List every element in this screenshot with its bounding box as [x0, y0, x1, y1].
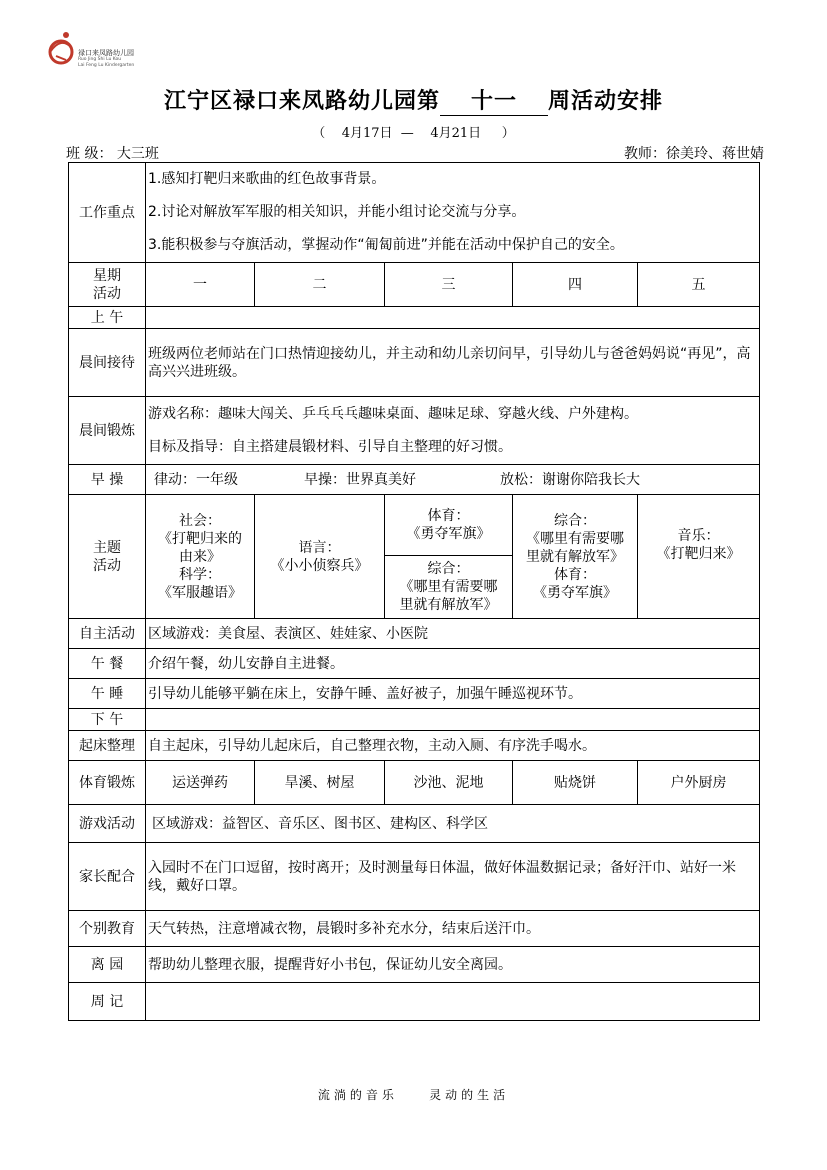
- drill-main: 早操：世界真美好: [304, 471, 416, 488]
- focus-content: [146, 163, 760, 263]
- theme-mon: [146, 495, 255, 619]
- drill-rhythm: 律动：一年级: [154, 471, 238, 488]
- class-label: 班 级： 大三班: [66, 146, 159, 162]
- theme-label-bottom: 活动: [93, 557, 121, 574]
- title-prefix: 江宁区禄口来凤路幼儿园第: [163, 88, 440, 114]
- parent-label: 家长配合: [69, 843, 146, 911]
- individual-content: 天气转热，注意增减衣物，晨锻时多补充水分，结束后送汗巾。: [146, 911, 760, 947]
- kindergarten-logo-icon: [44, 26, 78, 70]
- title-suffix: 周活动安排: [548, 88, 664, 114]
- logo-name: 禄口来凤路幼儿园: [78, 49, 134, 57]
- theme-text: 语言：: [298, 539, 341, 556]
- theme-text: 《打靶归来的: [158, 530, 242, 547]
- row-focus: [69, 163, 760, 263]
- note-content: [146, 983, 760, 1021]
- row-pe: [69, 761, 760, 805]
- row-exercise: [69, 397, 760, 465]
- exercise-label: 晨间锻炼: [69, 397, 146, 465]
- logo-subtitle: Ruo Jing Shi Lu Kou: [78, 57, 122, 62]
- note-label: 周 记: [69, 983, 146, 1021]
- theme-text: 《小小侦察兵》: [270, 557, 369, 574]
- drill-label: 早 操: [69, 465, 146, 495]
- theme-fri: [638, 495, 760, 619]
- theme-wed-bottom: [385, 556, 512, 618]
- date-range: （ 4月17日 — 4月21日 ）: [312, 126, 515, 141]
- focus-item: 2.讨论对解放军军服的相关知识，并能小组讨论交流与分享。: [148, 204, 526, 220]
- nap-label: 午 睡: [69, 679, 146, 709]
- exercise-goal: 目标及指导：自主搭建晨锻材料、引导自主整理的好习惯。: [148, 438, 512, 455]
- weekday-header: [69, 263, 146, 307]
- footer-slogan: 流淌的音乐 灵动的生活: [317, 1088, 510, 1102]
- theme-text: 综合：: [427, 561, 470, 577]
- weekday-fri: 五: [638, 263, 760, 307]
- row-drill: [69, 465, 760, 495]
- exercise-games: 游戏名称：趣味大闯关、乒乓乓乓趣味桌面、趣味足球、穿越火线、户外建构。: [148, 405, 638, 422]
- pe-mon: 运送弹药: [146, 761, 255, 805]
- individual-label: 个别教育: [69, 911, 146, 947]
- title-week: 十一: [440, 84, 548, 116]
- leave-content: 帮助幼儿整理衣服，提醒背好小书包，保证幼儿安全离园。: [146, 947, 760, 983]
- theme-label-top: 主题: [93, 539, 121, 556]
- theme-tue: [255, 495, 385, 619]
- lunch-label: 午 餐: [69, 649, 146, 679]
- pe-tue: 旱溪、树屋: [255, 761, 385, 805]
- weekday-thu: 四: [513, 263, 638, 307]
- theme-label: [69, 495, 146, 619]
- am-label: 上 午: [69, 307, 146, 329]
- theme-text: 《勇夺军旗》: [533, 584, 617, 601]
- theme-text: 里就有解放军》: [399, 597, 498, 613]
- theme-text: 综合：: [554, 512, 596, 529]
- theme-text: 由来》: [179, 548, 221, 565]
- theme-text: 科学：: [179, 566, 221, 583]
- row-nap: [69, 679, 760, 709]
- teacher-label: 教师：徐美玲、蒋世婧: [624, 146, 764, 162]
- theme-text: 体育：: [554, 566, 596, 583]
- row-leave: [69, 947, 760, 983]
- drill-content: [146, 465, 760, 495]
- logo-subtitle-2: Lai Feng Lu Kindergarten: [78, 63, 135, 68]
- row-parent: [69, 843, 760, 911]
- nap-content: 引导幼儿能够平躺在床上，安静午睡、盖好被子，加强午睡巡视环节。: [146, 679, 760, 709]
- theme-text: 《哪里有需要哪: [526, 530, 624, 547]
- theme-text: 社会：: [179, 512, 221, 529]
- pe-wed: 沙池、泥地: [385, 761, 513, 805]
- row-game: [69, 805, 760, 843]
- game-label: 游戏活动: [69, 805, 146, 843]
- row-individual: [69, 911, 760, 947]
- theme-thu: [513, 495, 638, 619]
- free-content: 区域游戏：美食屋、表演区、娃娃家、小医院: [146, 619, 760, 649]
- row-reception: [69, 329, 760, 397]
- theme-text: 《勇夺军旗》: [406, 526, 491, 542]
- free-label: 自主活动: [69, 619, 146, 649]
- focus-label: 工作重点: [69, 163, 146, 263]
- theme-text: 《打靶归来》: [656, 546, 741, 562]
- row-note: [69, 983, 760, 1021]
- weekday-mon: 一: [146, 263, 255, 307]
- am-blank: [146, 307, 760, 329]
- theme-text: 里就有解放军》: [526, 548, 624, 565]
- leave-label: 离 园: [69, 947, 146, 983]
- row-lunch: [69, 649, 760, 679]
- reception-label: 晨间接待: [69, 329, 146, 397]
- row-pm: [69, 709, 760, 731]
- lunch-content: 介绍午餐，幼儿安静自主进餐。: [146, 649, 760, 679]
- theme-text: 音乐：: [677, 528, 720, 544]
- parent-content: 入园时不在门口逗留，按时离开；及时测量每日体温，做好体温数据记录；备好汗巾、站好一米线，戴好口罩。: [146, 843, 760, 911]
- reception-content: 班级两位老师站在门口热情迎接幼儿，并主动和幼儿亲切问早，引导幼儿与爸爸妈妈说“再见”，高高兴兴进班级。: [146, 329, 760, 397]
- row-free: [69, 619, 760, 649]
- weekly-plan-table: [68, 162, 760, 1021]
- wake-content: 自主起床，引导幼儿起床后，自己整理衣物，主动入厕、有序洗手喝水。: [146, 731, 760, 761]
- weekday-header-top: 星期: [93, 267, 121, 284]
- theme-wed: [385, 495, 513, 619]
- logo: [44, 26, 164, 76]
- theme-wed-top: [385, 495, 512, 556]
- theme-text: 体育：: [427, 508, 470, 524]
- pe-thu: 贴烧饼: [513, 761, 638, 805]
- row-wake: [69, 731, 760, 761]
- wake-label: 起床整理: [69, 731, 146, 761]
- row-weekdays: [69, 263, 760, 307]
- pm-label: 下 午: [69, 709, 146, 731]
- weekday-tue: 二: [255, 263, 385, 307]
- theme-text: 《哪里有需要哪: [399, 579, 498, 595]
- row-theme: [69, 495, 760, 619]
- pe-fri: 户外厨房: [638, 761, 760, 805]
- exercise-content: [146, 397, 760, 465]
- row-am: [69, 307, 760, 329]
- focus-item: 1.感知打靶归来歌曲的红色故事背景。: [148, 171, 386, 187]
- drill-relax: 放松：谢谢你陪我长大: [500, 471, 640, 488]
- weekday-header-bottom: 活动: [93, 285, 121, 302]
- game-content: 区域游戏：益智区、音乐区、图书区、建构区、科学区: [146, 805, 760, 843]
- page-title: [0, 84, 827, 116]
- pm-blank: [146, 709, 760, 731]
- focus-item: 3.能积极参与夺旗活动，掌握动作“匍匐前进”并能在活动中保护自己的安全。: [148, 237, 624, 253]
- weekday-wed: 三: [385, 263, 513, 307]
- pe-label: 体育锻炼: [69, 761, 146, 805]
- theme-text: 《军服趣语》: [158, 584, 242, 601]
